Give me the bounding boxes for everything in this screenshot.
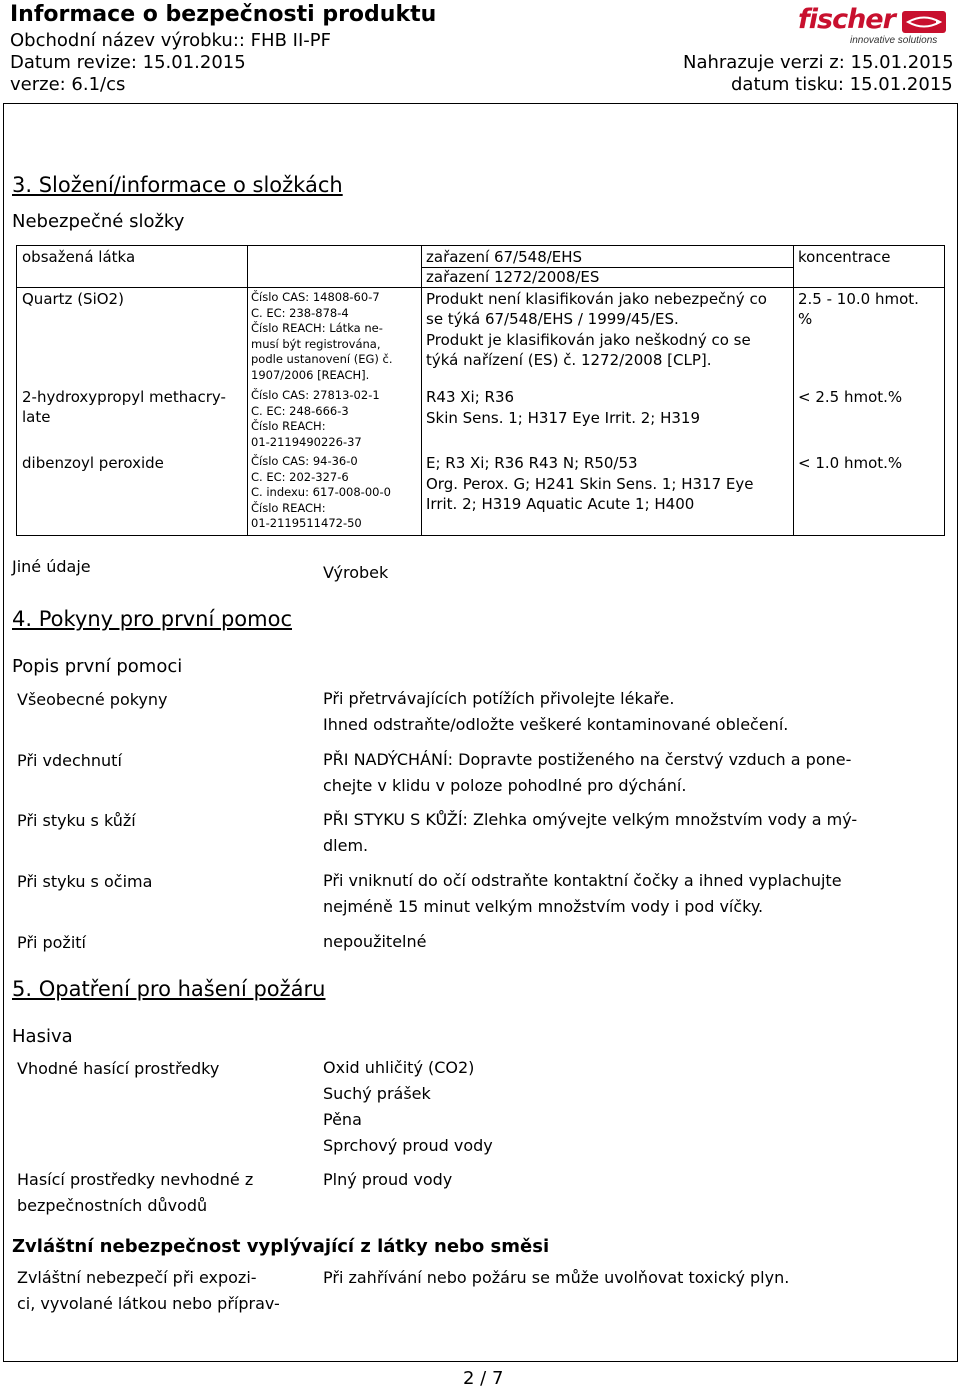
page-number: 2 / 7 — [463, 1368, 504, 1389]
first-aid-label: Při požití — [17, 933, 86, 952]
other-info-label: Jiné údaje — [12, 557, 91, 576]
classification-1272-2008: Skin Sens. 1; H317 Eye Irrit. 2; H319 — [426, 409, 701, 427]
hazardous-components-table — [16, 245, 945, 536]
col-substance: obsažená látka — [22, 248, 136, 266]
col-class-1272-2008: zařazení 1272/2008/ES — [426, 268, 600, 286]
classification-67-548: Produkt není klasifikován jako nebezpečný co se týká 67/548/EHS / 1999/45/ES. — [426, 290, 767, 328]
section5-subheading: Hasiva — [12, 1026, 73, 1047]
classification-67-548: E; R3 Xi; R36 R43 N; R50/53 — [426, 454, 638, 472]
section3-heading: 3. Složení/informace o složkách — [12, 173, 343, 197]
first-aid-label: Při styku s kůží — [17, 811, 136, 830]
substance-name: dibenzoyl peroxide — [22, 454, 164, 472]
section5-heading: 5. Opatření pro hašení požáru — [12, 977, 326, 1001]
classification-1272-2008: Org. Perox. G; H241 Skin Sens. 1; H317 Eye Irrit. 2; H319 Aquatic Acute 1; H400 — [426, 475, 754, 513]
fischer-logo — [798, 2, 948, 48]
document-title: Informace o bezpečnosti produktu — [10, 2, 437, 27]
special-hazards-label: Zvláštní nebezpečí při expozi- ci, vyvolané látkou nebo příprav- — [17, 1268, 280, 1313]
logo-emblem-icon — [902, 11, 946, 33]
unsuitable-media-label: Hasící prostředky nevhodné z bezpečnostních důvodů — [17, 1170, 254, 1215]
substance-name: 2-hydroxypropyl methacry- late — [22, 388, 226, 426]
section4-subheading: Popis první pomoci — [12, 656, 183, 677]
classification-67-548: R43 Xi; R36 — [426, 388, 515, 406]
substance-ids: Číslo CAS: 14808-60-7 C. EC: 238-878-4 Číslo REACH: Látka ne- musí být registrována, podle ustanovení (EG) č. 1907/2006 [REACH]. — [251, 290, 393, 382]
first-aid-text: Při vniknutí do očí odstraňte kontaktní čočky a ihned vyplachujte nejméně 15 minut velkým množstvím vody i pod víčky. — [323, 871, 842, 916]
concentration: 2.5 - 10.0 hmot. % — [798, 290, 919, 328]
special-hazards-text: Při zahřívání nebo požáru se může uvolňovat toxický plyn. — [323, 1268, 790, 1287]
first-aid-label: Při vdechnutí — [17, 751, 122, 770]
first-aid-text: Při přetrvávajících potížích přivolejte lékaře. Ihned odstraňte/odložte veškeré kontaminované oblečení. — [323, 689, 789, 734]
logo-tagline: innovative solutions — [850, 35, 938, 46]
print-date: datum tisku: 15.01.2015 — [731, 74, 953, 95]
revision-date: Datum revize: 15.01.2015 — [10, 52, 246, 73]
logo-brand: fischer — [798, 4, 895, 35]
unsuitable-media-value: Plný proud vody — [323, 1170, 453, 1189]
first-aid-text: PŘI NADÝCHÁNÍ: Dopravte postiženého na čerstvý vzduch a pone- chejte v klidu v poloze pohodlné pro dýchání. — [323, 750, 852, 795]
first-aid-text: PŘI STYKU S KŮŽÍ: Zlehka omývejte velkým množstvím vody a mý- dlem. — [323, 810, 858, 855]
substance-ids: Číslo CAS: 27813-02-1 C. EC: 248-666-3 Číslo REACH: 01-2119490226-37 — [251, 388, 380, 449]
first-aid-label: Při styku s očima — [17, 872, 153, 891]
classification-1272-2008: Produkt je klasifikován jako neškodný co se týká nařízení (ES) č. 1272/2008 [CLP]. — [426, 331, 751, 369]
suitable-media-list: Oxid uhličitý (CO2) Suchý prášek Pěna Sprchový proud vody — [323, 1058, 493, 1155]
special-hazards-heading: Zvláštní nebezpečnost vyplývající z látky nebo směsi — [12, 1236, 550, 1257]
col-concentration: koncentrace — [798, 248, 891, 266]
col-class-67-548: zařazení 67/548/EHS — [426, 248, 583, 266]
version: verze: 6.1/cs — [10, 74, 126, 95]
suitable-media-label: Vhodné hasící prostředky — [17, 1059, 220, 1078]
replaces-version: Nahrazuje verzi z: 15.01.2015 — [683, 52, 954, 73]
concentration: < 2.5 hmot.% — [798, 388, 903, 406]
trade-name: Obchodní název výrobku:: FHB II-PF — [10, 30, 331, 51]
first-aid-text: nepoužitelné — [323, 932, 427, 951]
other-info-value: Výrobek — [323, 563, 389, 582]
substance-name: Quartz (SiO2) — [22, 290, 124, 308]
first-aid-label: Všeobecné pokyny — [17, 690, 168, 709]
section3-subheading: Nebezpečné složky — [12, 211, 185, 232]
section4-heading: 4. Pokyny pro první pomoc — [12, 607, 292, 631]
concentration: < 1.0 hmot.% — [798, 454, 903, 472]
substance-ids: Číslo CAS: 94-36-0 C. EC: 202-327-6 C. indexu: 617-008-00-0 Číslo REACH: 01-2119511472-50 — [251, 454, 391, 530]
